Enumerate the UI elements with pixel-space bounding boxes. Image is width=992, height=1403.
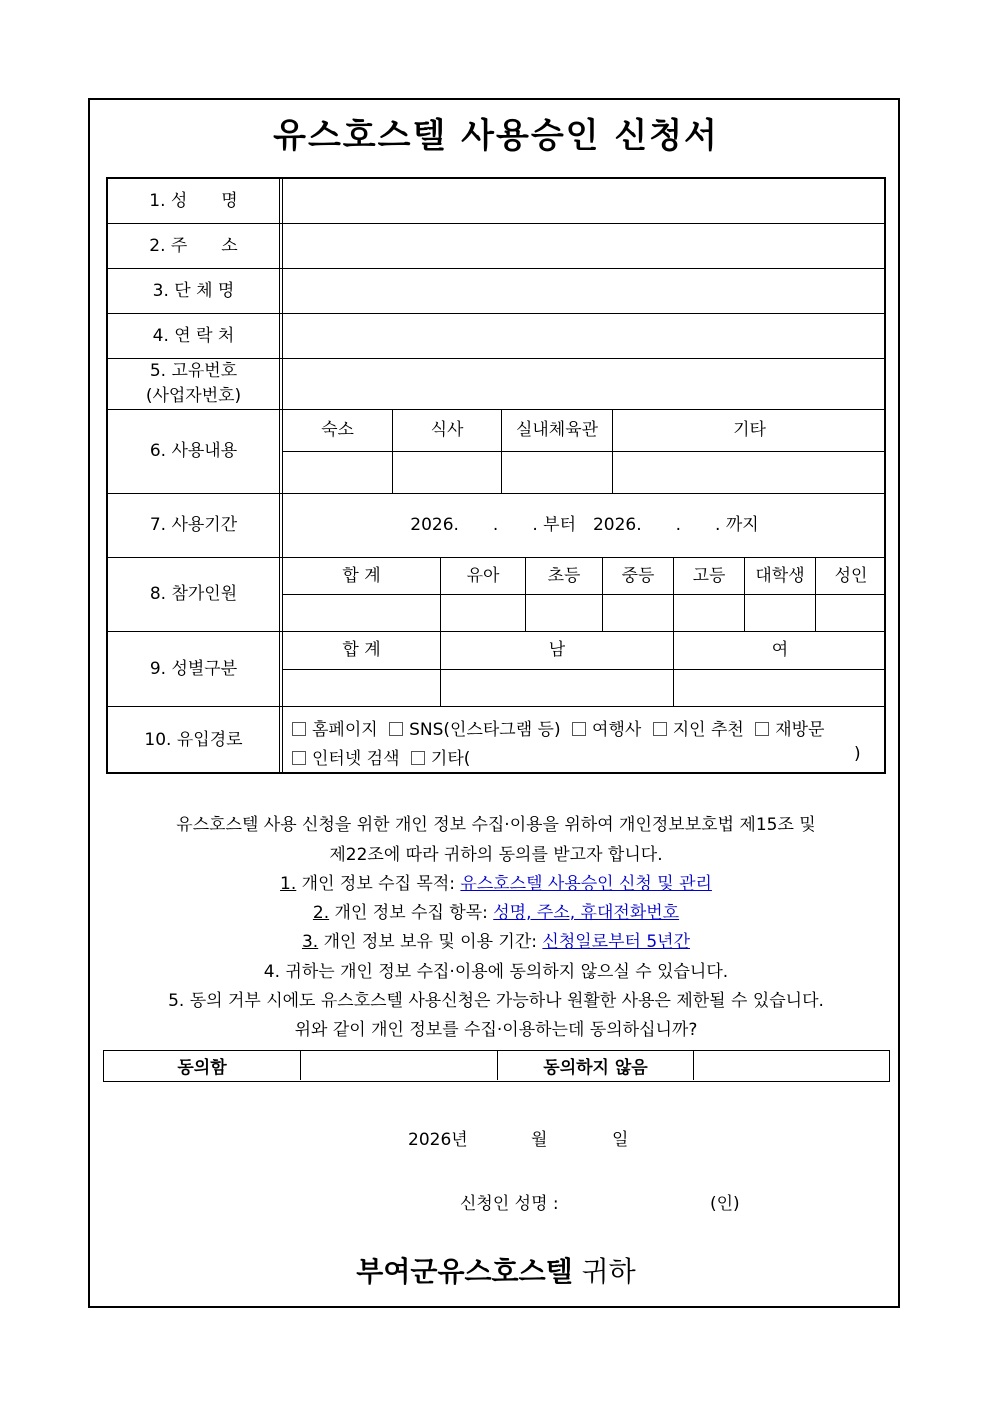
label-contact: 4. 연 락 처 bbox=[152, 325, 235, 346]
address-input-area[interactable] bbox=[284, 224, 886, 268]
usage-header-lodging: 숙소 bbox=[321, 420, 354, 440]
source-option-internet[interactable]: 인터넷 검색 bbox=[292, 749, 400, 769]
source-line2 bbox=[292, 744, 470, 769]
notice-item1-number: 1. bbox=[280, 874, 297, 894]
participants-header-high: 고등 bbox=[692, 565, 726, 586]
source-option-referral[interactable]: 지인 추천 bbox=[653, 720, 744, 740]
participants-input-row[interactable] bbox=[283, 595, 886, 631]
checkbox-icon[interactable] bbox=[755, 722, 769, 736]
participants-header-infant: 유아 bbox=[466, 565, 500, 586]
label-participants: 8. 참가인원 bbox=[149, 584, 238, 604]
checkbox-icon[interactable] bbox=[389, 722, 403, 736]
label-id-number bbox=[108, 359, 279, 409]
notice-item3-label: 개인 정보 보유 및 이용 기간: bbox=[318, 932, 543, 952]
checkbox-icon[interactable] bbox=[292, 722, 306, 736]
checkbox-icon[interactable] bbox=[292, 751, 306, 765]
contact-input-area[interactable] bbox=[284, 314, 886, 358]
participants-header-university: 대학생 bbox=[755, 565, 805, 586]
label-id-line1: 5. 고유번호 bbox=[149, 361, 238, 381]
participants-header-middle: 중등 bbox=[621, 565, 655, 586]
recipient-suffix: 귀하 bbox=[581, 1255, 636, 1288]
name-input-area[interactable] bbox=[284, 179, 886, 223]
source-other-close-paren: ) bbox=[854, 744, 861, 764]
gender-header-male: 남 bbox=[548, 640, 566, 660]
consent-table bbox=[103, 1050, 890, 1082]
checkbox-icon[interactable] bbox=[653, 722, 667, 736]
agree-input[interactable] bbox=[301, 1051, 498, 1080]
label-name: 1. 성 명 bbox=[149, 190, 238, 211]
usage-input-gym[interactable] bbox=[502, 452, 612, 493]
notice-question: 위와 같이 개인 정보를 수집·이용하는데 동의하십니까? bbox=[294, 1020, 698, 1040]
notice-item1 bbox=[100, 869, 892, 894]
label-address: 2. 주 소 bbox=[149, 235, 238, 256]
label-period: 7. 사용기간 bbox=[149, 515, 238, 535]
recipient bbox=[0, 1250, 992, 1290]
applicant-label: 신청인 성명 : bbox=[460, 1194, 559, 1214]
date-year: 2026년 bbox=[408, 1130, 468, 1150]
checkbox-icon[interactable] bbox=[572, 722, 586, 736]
notice-item2-value: 성명, 주소, 휴대전화번호 bbox=[493, 903, 680, 923]
date-month: 월 bbox=[531, 1130, 548, 1150]
usage-input-lodging[interactable] bbox=[283, 452, 392, 493]
notice-item5: 5. 동의 거부 시에도 유스호스텔 사용신청은 가능하나 원활한 사용은 제한될 수 있습니다. bbox=[168, 991, 824, 1011]
source-option-homepage[interactable]: 홈페이지 bbox=[292, 720, 378, 740]
application-table bbox=[106, 177, 886, 774]
period-text[interactable]: 2026. . . 부터 2026. . . 까지 bbox=[410, 515, 759, 535]
form-title: 유스호스텔 사용승인 신청서 bbox=[273, 116, 719, 156]
notice-line2: 제22조에 따라 귀하의 동의를 받고자 합니다. bbox=[329, 845, 663, 865]
source-option-travel-agency[interactable]: 여행사 bbox=[572, 720, 641, 740]
date-day: 일 bbox=[612, 1130, 629, 1150]
gender-input-row[interactable] bbox=[283, 670, 886, 706]
usage-input-meal[interactable] bbox=[393, 452, 501, 493]
source-option-other[interactable]: 기타( bbox=[411, 749, 470, 769]
checkbox-icon[interactable] bbox=[411, 751, 425, 765]
gender-header-total: 합 계 bbox=[342, 640, 381, 660]
seal-mark: (인) bbox=[710, 1194, 740, 1214]
label-usage: 6. 사용내용 bbox=[149, 441, 238, 461]
usage-header-meal: 식사 bbox=[430, 420, 464, 440]
notice-item3-number: 3. bbox=[301, 932, 319, 952]
usage-header-gym: 실내체육관 bbox=[515, 420, 599, 440]
gender-header-female: 여 bbox=[771, 640, 789, 660]
disagree-input[interactable] bbox=[694, 1051, 888, 1080]
notice-item3-value: 신청일로부터 5년간 bbox=[542, 932, 691, 952]
notice-item1-value: 유스호스텔 사용승인 신청 및 관리 bbox=[460, 874, 712, 894]
group-input-area[interactable] bbox=[284, 269, 886, 313]
notice-item1-label: 개인 정보 수집 목적: bbox=[296, 874, 461, 894]
usage-input-other[interactable] bbox=[613, 452, 886, 493]
label-group: 3. 단 체 명 bbox=[152, 280, 235, 301]
label-gender: 9. 성별구분 bbox=[149, 658, 238, 679]
disagree-label: 동의하지 않음 bbox=[498, 1051, 694, 1080]
source-option-revisit[interactable]: 재방문 bbox=[755, 720, 824, 740]
source-line1 bbox=[292, 715, 824, 740]
id-number-input-area[interactable] bbox=[284, 359, 886, 409]
applicant-name-input[interactable] bbox=[590, 1186, 700, 1212]
notice-line1: 유스호스텔 사용 신청을 위한 개인 정보 수집·이용을 위하여 개인정보보호법 제15조 및 bbox=[176, 815, 816, 835]
notice-item4: 4. 귀하는 개인 정보 수집·이용에 동의하지 않으실 수 있습니다. bbox=[263, 962, 729, 982]
notice-item2-number: 2. bbox=[312, 903, 330, 923]
label-id-line2: (사업자번호) bbox=[145, 386, 242, 406]
participants-header-elementary: 초등 bbox=[547, 565, 581, 586]
notice-item2 bbox=[100, 898, 892, 923]
notice-item3 bbox=[100, 927, 892, 952]
source-option-sns[interactable]: SNS(인스타그램 등) bbox=[389, 720, 561, 740]
recipient-name: 부여군유스호스텔 bbox=[356, 1255, 573, 1288]
participants-header-total: 합 계 bbox=[342, 565, 381, 586]
label-source: 10. 유입경로 bbox=[144, 730, 243, 750]
agree-label: 동의함 bbox=[104, 1051, 301, 1080]
participants-header-adult: 성인 bbox=[834, 565, 868, 586]
usage-header-other: 기타 bbox=[733, 420, 766, 440]
notice-item2-label: 개인 정보 수집 항목: bbox=[329, 903, 494, 923]
